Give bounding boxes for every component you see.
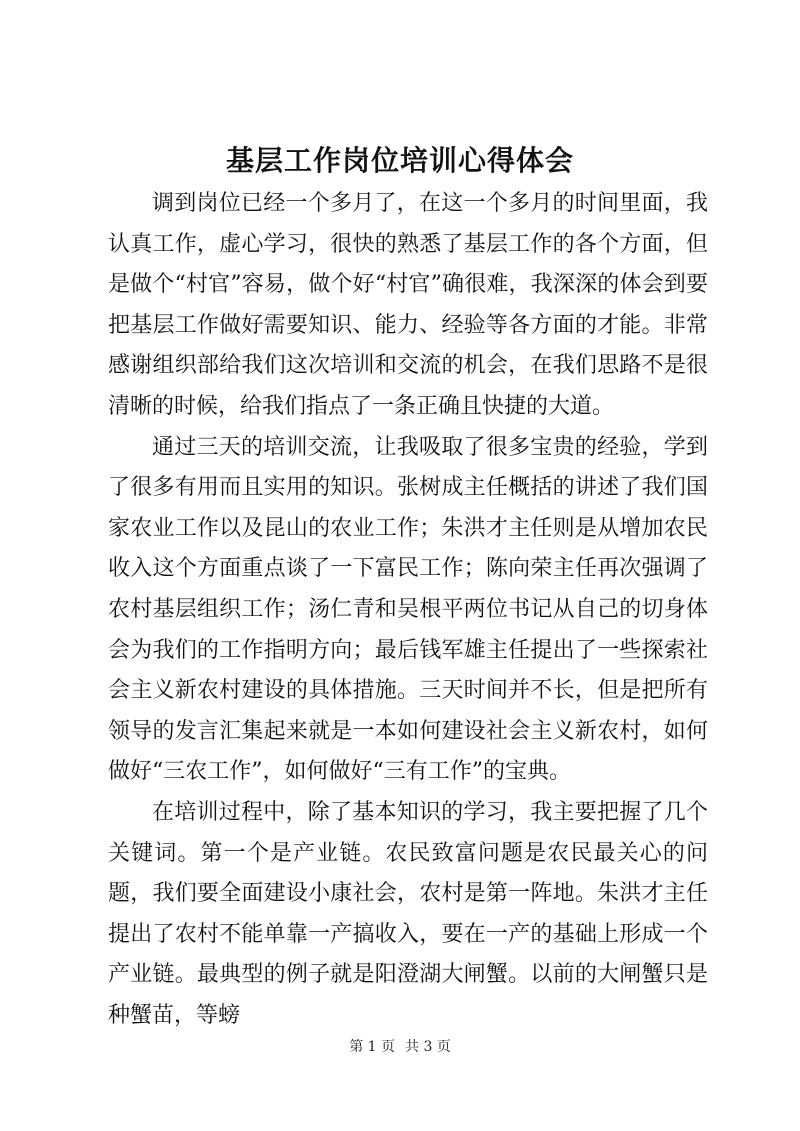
paragraph: 通过三天的培训交流，让我吸取了很多宝贵的经验，学到了很多有用而且实用的知识。张树成主任概括的讲述了我们国家农业工作以及昆山的农业工作；朱洪才主任则是从增加农民收入这个方面重点谈了一下富民工作；陈向荣主任再次强调了农村基层组织工作；汤仁青和吴根平两位书记从自己的切身体会为我们的工作指明方向；最后钱军雄主任提出了一些探索社会主义新农村建设的具体措施。三天时间并不长，但是把所有领导的发言汇集起来就是一本如何建设社会主义新农村，如何做好“三农工作”，如何做好“三有工作”的宝典。 xyxy=(108,434,708,785)
paragraph: 调到岗位已经一个多月了，在这一个多月的时间里面，我认真工作，虚心学习，很快的熟悉了基层工作的各个方面，但是做个“村官”容易，做个好“村官”确很难，我深深的体会到要把基层工作做好需要知识、能力、经验等各方面的才能。非常感谢组织部给我们这次培训和交流的机会，在我们思路不是很清晰的时候，给我们指点了一条正确且快捷的大道。 xyxy=(108,191,708,419)
page-footer xyxy=(100,1038,700,1056)
page-number: 第 1 页 xyxy=(349,1039,395,1055)
paragraph: 在培训过程中，除了基本知识的学习，我主要把握了几个关键词。第一个是产业链。农民致富问题是农民最关心的问题，我们要全面建设小康社会，农村是第一阵地。朱洪才主任提出了农村不能单靠一产搞收入，要在一产的基础上形成一个产业链。最典型的例子就是阳澄湖大闸蟹。以前的大闸蟹只是种蟹苗，等螃 xyxy=(108,799,708,1028)
page-title: 基层工作岗位培训心得体会 xyxy=(225,144,574,177)
document-body xyxy=(108,184,708,1036)
page-total: 共 3 页 xyxy=(405,1039,451,1055)
